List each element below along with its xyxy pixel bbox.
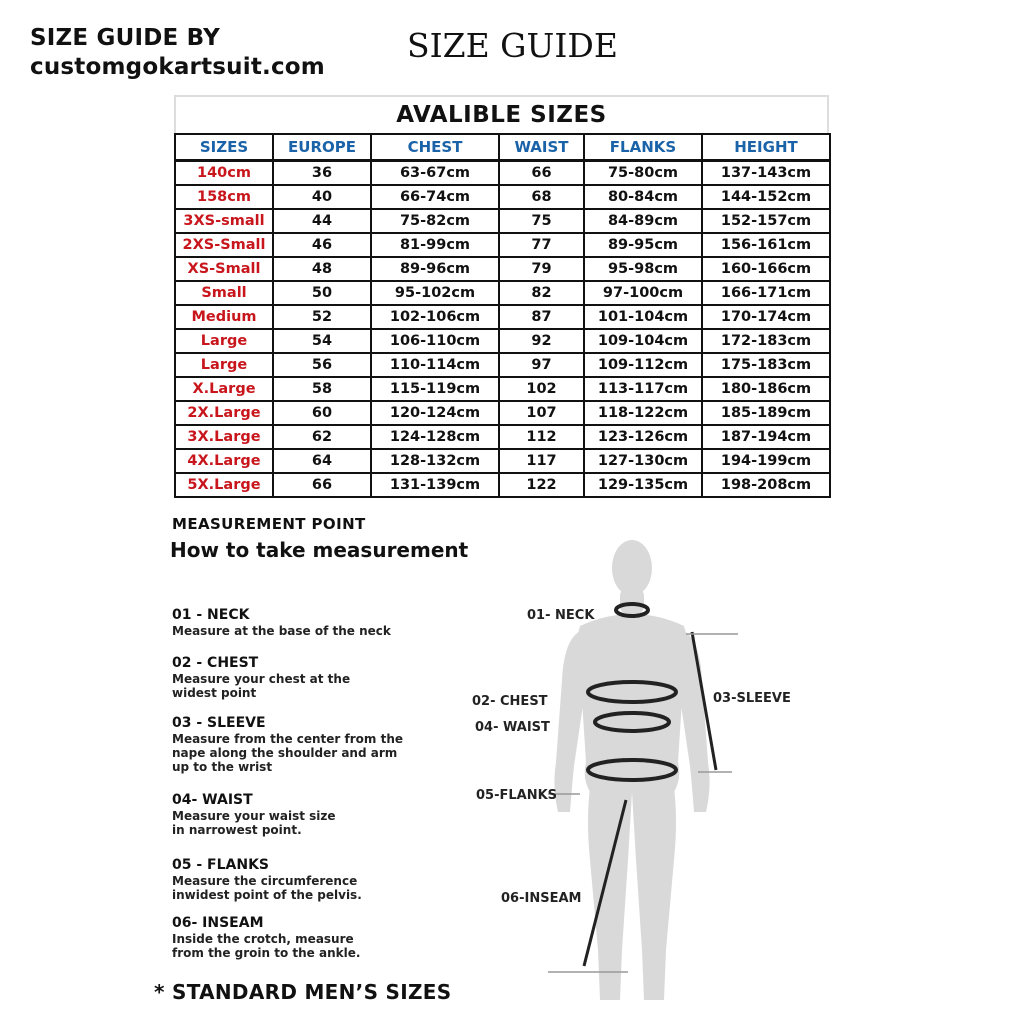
table-row [175,449,830,473]
table-cell: 46 [273,233,371,257]
size-name-cell: X.Large [175,377,273,401]
table-cell: 75-82cm [371,209,499,233]
table-cell: 128-132cm [371,449,499,473]
table-cell: 115-119cm [371,377,499,401]
instruction-text: Measure your chest at the [172,672,351,686]
table-header-row [175,134,830,161]
footnote: * STANDARD MEN’S SIZES [154,980,452,1004]
size-name-cell: 3XS-small [175,209,273,233]
label-chest: 02- CHEST [472,694,548,709]
table-cell: 82 [499,281,584,305]
table-cell: 89-95cm [584,233,702,257]
table-cell: 97 [499,353,584,377]
brand-url: customgokartsuit.com [30,54,325,80]
table-row [175,329,830,353]
instruction-title: 03 - SLEEVE [172,715,266,731]
table-row [175,209,830,233]
table-cell: 109-112cm [584,353,702,377]
table-cell: 95-98cm [584,257,702,281]
table-cell: 75 [499,209,584,233]
table-cell: 131-139cm [371,473,499,497]
body-figure [460,530,820,1024]
table-caption: AVALIBLE SIZES [174,95,829,133]
table-cell: 109-104cm [584,329,702,353]
table-cell: 79 [499,257,584,281]
table-cell: 122 [499,473,584,497]
table-cell: 152-157cm [702,209,830,233]
instruction-text: nape along the shoulder and arm [172,746,398,760]
instruction-title: 04- WAIST [172,792,253,808]
instruction-text: inwidest point of the pelvis. [172,888,362,902]
instruction-title: 06- INSEAM [172,915,264,931]
neck-shape [620,588,644,614]
table-cell: 102-106cm [371,305,499,329]
table-cell: 112 [499,425,584,449]
instruction-title: 02 - CHEST [172,655,259,671]
size-name-cell: 2XS-Small [175,233,273,257]
table-cell: 54 [273,329,371,353]
left-leg-shape [588,788,632,1000]
table-row [175,233,830,257]
instruction-text: Measure at the base of the neck [172,624,391,638]
table-cell: 166-171cm [702,281,830,305]
table-cell: 84-89cm [584,209,702,233]
instruction-text: Measure from the center from the [172,732,404,746]
page-title: SIZE GUIDE [407,26,618,65]
size-name-cell: Medium [175,305,273,329]
column-header: FLANKS [584,134,702,161]
right-leg-shape [632,788,676,1000]
table-cell: 58 [273,377,371,401]
label-inseam: 06-INSEAM [501,891,582,906]
column-header: HEIGHT [702,134,830,161]
table-cell: 75-80cm [584,161,702,186]
instruction-title: 01 - NECK [172,607,250,623]
brand-line-1: SIZE GUIDE BY [30,25,220,51]
table-cell: 106-110cm [371,329,499,353]
table-cell: 117 [499,449,584,473]
table-cell: 92 [499,329,584,353]
table-cell: 80-84cm [584,185,702,209]
table-cell: 113-117cm [584,377,702,401]
head-shape [612,540,652,596]
table-cell: 129-135cm [584,473,702,497]
table-row [175,305,830,329]
instruction-item [172,655,432,700]
size-name-cell: 4X.Large [175,449,273,473]
table-cell: 87 [499,305,584,329]
table-row [175,281,830,305]
table-cell: 66-74cm [371,185,499,209]
table-cell: 56 [273,353,371,377]
instruction-item [172,915,432,960]
brand-block [30,24,325,82]
table-cell: 62 [273,425,371,449]
table-cell: 123-126cm [584,425,702,449]
size-table [174,133,831,498]
instruction-text: widest point [172,686,257,700]
instruction-item [172,792,432,837]
table-row [175,185,830,209]
table-cell: 170-174cm [702,305,830,329]
table-cell: 144-152cm [702,185,830,209]
size-name-cell: 2X.Large [175,401,273,425]
table-row [175,401,830,425]
table-cell: 97-100cm [584,281,702,305]
table-cell: 180-186cm [702,377,830,401]
size-name-cell: XS-Small [175,257,273,281]
size-name-cell: 3X.Large [175,425,273,449]
column-header: WAIST [499,134,584,161]
instruction-item [172,715,432,774]
table-cell: 198-208cm [702,473,830,497]
table-body [175,161,830,498]
table-cell: 68 [499,185,584,209]
instruction-text: up to the wrist [172,760,273,774]
table-cell: 118-122cm [584,401,702,425]
instruction-text: in narrowest point. [172,823,302,837]
table-cell: 187-194cm [702,425,830,449]
table-cell: 81-99cm [371,233,499,257]
size-name-cell: Large [175,329,273,353]
table-cell: 194-199cm [702,449,830,473]
size-table-container [174,95,829,498]
table-cell: 110-114cm [371,353,499,377]
table-cell: 102 [499,377,584,401]
table-cell: 127-130cm [584,449,702,473]
column-header: SIZES [175,134,273,161]
table-cell: 60 [273,401,371,425]
table-cell: 64 [273,449,371,473]
table-cell: 66 [273,473,371,497]
table-cell: 50 [273,281,371,305]
table-cell: 52 [273,305,371,329]
table-cell: 48 [273,257,371,281]
instruction-text: Measure the circumference [172,874,358,888]
table-cell: 63-67cm [371,161,499,186]
instruction-item [172,607,432,638]
table-cell: 137-143cm [702,161,830,186]
column-header: EUROPE [273,134,371,161]
table-row [175,353,830,377]
table-cell: 107 [499,401,584,425]
label-flanks: 05-FLANKS [476,788,558,803]
table-cell: 160-166cm [702,257,830,281]
size-name-cell: 140cm [175,161,273,186]
instruction-item [172,857,432,902]
measurement-heading: MEASUREMENT POINT [172,515,366,533]
table-cell: 101-104cm [584,305,702,329]
size-name-cell: 158cm [175,185,273,209]
table-cell: 36 [273,161,371,186]
table-cell: 44 [273,209,371,233]
table-row [175,377,830,401]
table-cell: 77 [499,233,584,257]
size-name-cell: 5X.Large [175,473,273,497]
table-row [175,161,830,186]
column-header: CHEST [371,134,499,161]
left-arm-shape [554,630,584,812]
table-cell: 40 [273,185,371,209]
table-cell: 175-183cm [702,353,830,377]
label-neck: 01- NECK [527,608,595,623]
table-cell: 156-161cm [702,233,830,257]
right-arm-shape [680,630,710,812]
table-row [175,473,830,497]
table-cell: 124-128cm [371,425,499,449]
table-cell: 95-102cm [371,281,499,305]
size-name-cell: Large [175,353,273,377]
instruction-text: Inside the crotch, measure [172,932,354,946]
table-row [175,425,830,449]
measurement-subheading: How to take measurement [170,538,469,562]
instruction-text: Measure your waist size [172,809,336,823]
instruction-text: from the groin to the ankle. [172,946,361,960]
table-cell: 120-124cm [371,401,499,425]
label-sleeve: 03-SLEEVE [713,691,791,706]
table-cell: 66 [499,161,584,186]
label-waist: 04- WAIST [475,720,550,735]
table-row [175,257,830,281]
table-cell: 172-183cm [702,329,830,353]
size-name-cell: Small [175,281,273,305]
table-cell: 89-96cm [371,257,499,281]
table-cell: 185-189cm [702,401,830,425]
instruction-title: 05 - FLANKS [172,857,270,873]
